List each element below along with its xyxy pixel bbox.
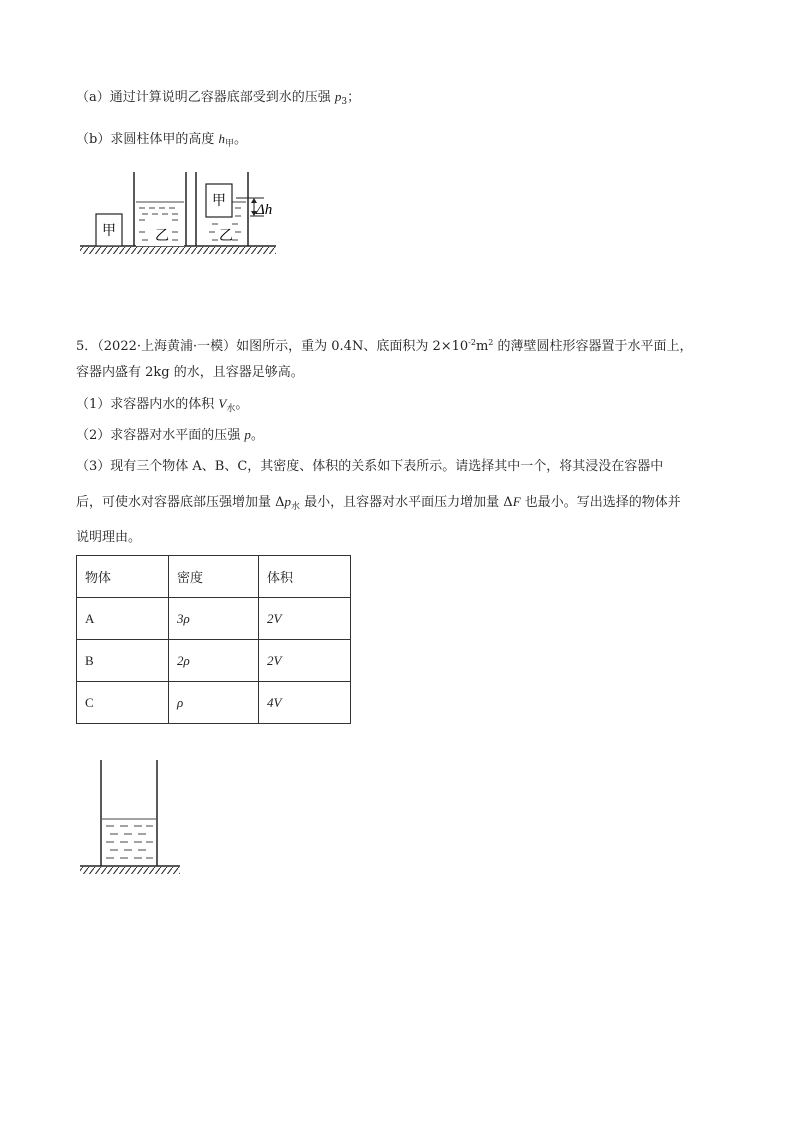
part-a-var: p bbox=[334, 89, 342, 104]
q5-source: （2022·上海黄浦·一模） bbox=[97, 339, 237, 354]
part-b-var: h bbox=[218, 131, 225, 146]
q4-part-a bbox=[76, 87, 360, 112]
q5-number: 5． bbox=[76, 339, 98, 354]
table-row bbox=[77, 682, 351, 724]
q5-sub3-line2 bbox=[76, 492, 681, 517]
q5-exp2: 2 bbox=[488, 338, 494, 347]
q5-exp: -2 bbox=[468, 338, 476, 347]
container1-label: 乙 bbox=[155, 228, 169, 244]
sub1-text: （1）求容器内水的体积 bbox=[76, 397, 219, 412]
header-volume: 体积 bbox=[259, 556, 351, 598]
q5-intro-text-b: m bbox=[475, 339, 489, 354]
sub2-var: p bbox=[244, 427, 251, 442]
cell-volume: 4V bbox=[259, 682, 351, 724]
table-row bbox=[77, 640, 351, 682]
cell-volume: 2V bbox=[259, 640, 351, 682]
cell-density: 3ρ bbox=[169, 598, 259, 640]
q5-sub2 bbox=[76, 425, 264, 446]
sub2-suffix: 。 bbox=[250, 428, 264, 443]
q5-intro-text-c: 的薄壁圆柱形容器置于水平面上， bbox=[493, 339, 693, 354]
properties-table bbox=[76, 555, 351, 724]
cell-object: B bbox=[77, 640, 169, 682]
q5-container-figure bbox=[76, 756, 186, 880]
sub3-text-c: 也最小。写出选择的物体并 bbox=[520, 495, 681, 510]
q5-intro-line1 bbox=[76, 333, 693, 357]
delta-h-label: Δh bbox=[256, 202, 273, 218]
q4-part-b bbox=[76, 129, 247, 154]
part-a-text: （a）通过计算说明乙容器底部受到水的压强 bbox=[76, 90, 335, 105]
q4-figure bbox=[76, 168, 286, 260]
sub1-sub: 水 bbox=[226, 404, 236, 414]
sub3-var-f: F bbox=[512, 494, 521, 509]
q5-sub1 bbox=[76, 394, 248, 419]
sub3-text-a: 后，可使水对容器底部压强增加量 Δ bbox=[76, 495, 285, 510]
ground-hatch bbox=[80, 247, 276, 254]
part-a-suffix: ； bbox=[347, 90, 361, 105]
cell-density: ρ bbox=[169, 682, 259, 724]
part-a-sub: 3 bbox=[341, 97, 348, 107]
header-object: 物体 bbox=[77, 556, 169, 598]
block-jia-label: 甲 bbox=[102, 223, 116, 239]
sub3-var-p: p bbox=[284, 494, 292, 509]
sub1-var: V bbox=[218, 396, 227, 411]
part-b-sub: 甲 bbox=[224, 139, 234, 149]
sub1-suffix: 。 bbox=[235, 397, 249, 412]
container2-label: 乙 bbox=[219, 228, 233, 244]
q5-sub3-line3: 说明理由。 bbox=[76, 530, 142, 545]
table-header-row bbox=[77, 556, 351, 598]
sub2-text: （2）求容器对水平面的压强 bbox=[76, 428, 245, 443]
cell-density: 2ρ bbox=[169, 640, 259, 682]
q5-water-dashes bbox=[102, 819, 156, 858]
block-jia-submerged-label: 甲 bbox=[212, 193, 226, 209]
sub3-sub: 水 bbox=[291, 502, 301, 512]
q5-ground-hatch bbox=[80, 867, 180, 874]
q5-sub3-line1: （3）现有三个物体 A、B、C，其密度、体积的关系如下表所示。请选择其中一个，将其浸没在容器中 bbox=[76, 459, 664, 474]
cell-volume: 2V bbox=[259, 598, 351, 640]
part-b-text: （b）求圆柱体甲的高度 bbox=[76, 132, 219, 147]
header-density: 密度 bbox=[169, 556, 259, 598]
part-b-suffix: 。 bbox=[233, 132, 247, 147]
cell-object: C bbox=[77, 682, 169, 724]
q5-intro-line2: 容器内盛有 2kg 的水，且容器足够高。 bbox=[76, 365, 304, 380]
q5-intro-text-a: 如图所示，重为 0.4N、底面积为 2×10 bbox=[236, 339, 469, 354]
table-row bbox=[77, 598, 351, 640]
sub3-text-b: 最小，且容器对水平面压力增加量 Δ bbox=[300, 495, 513, 510]
cell-object: A bbox=[77, 598, 169, 640]
